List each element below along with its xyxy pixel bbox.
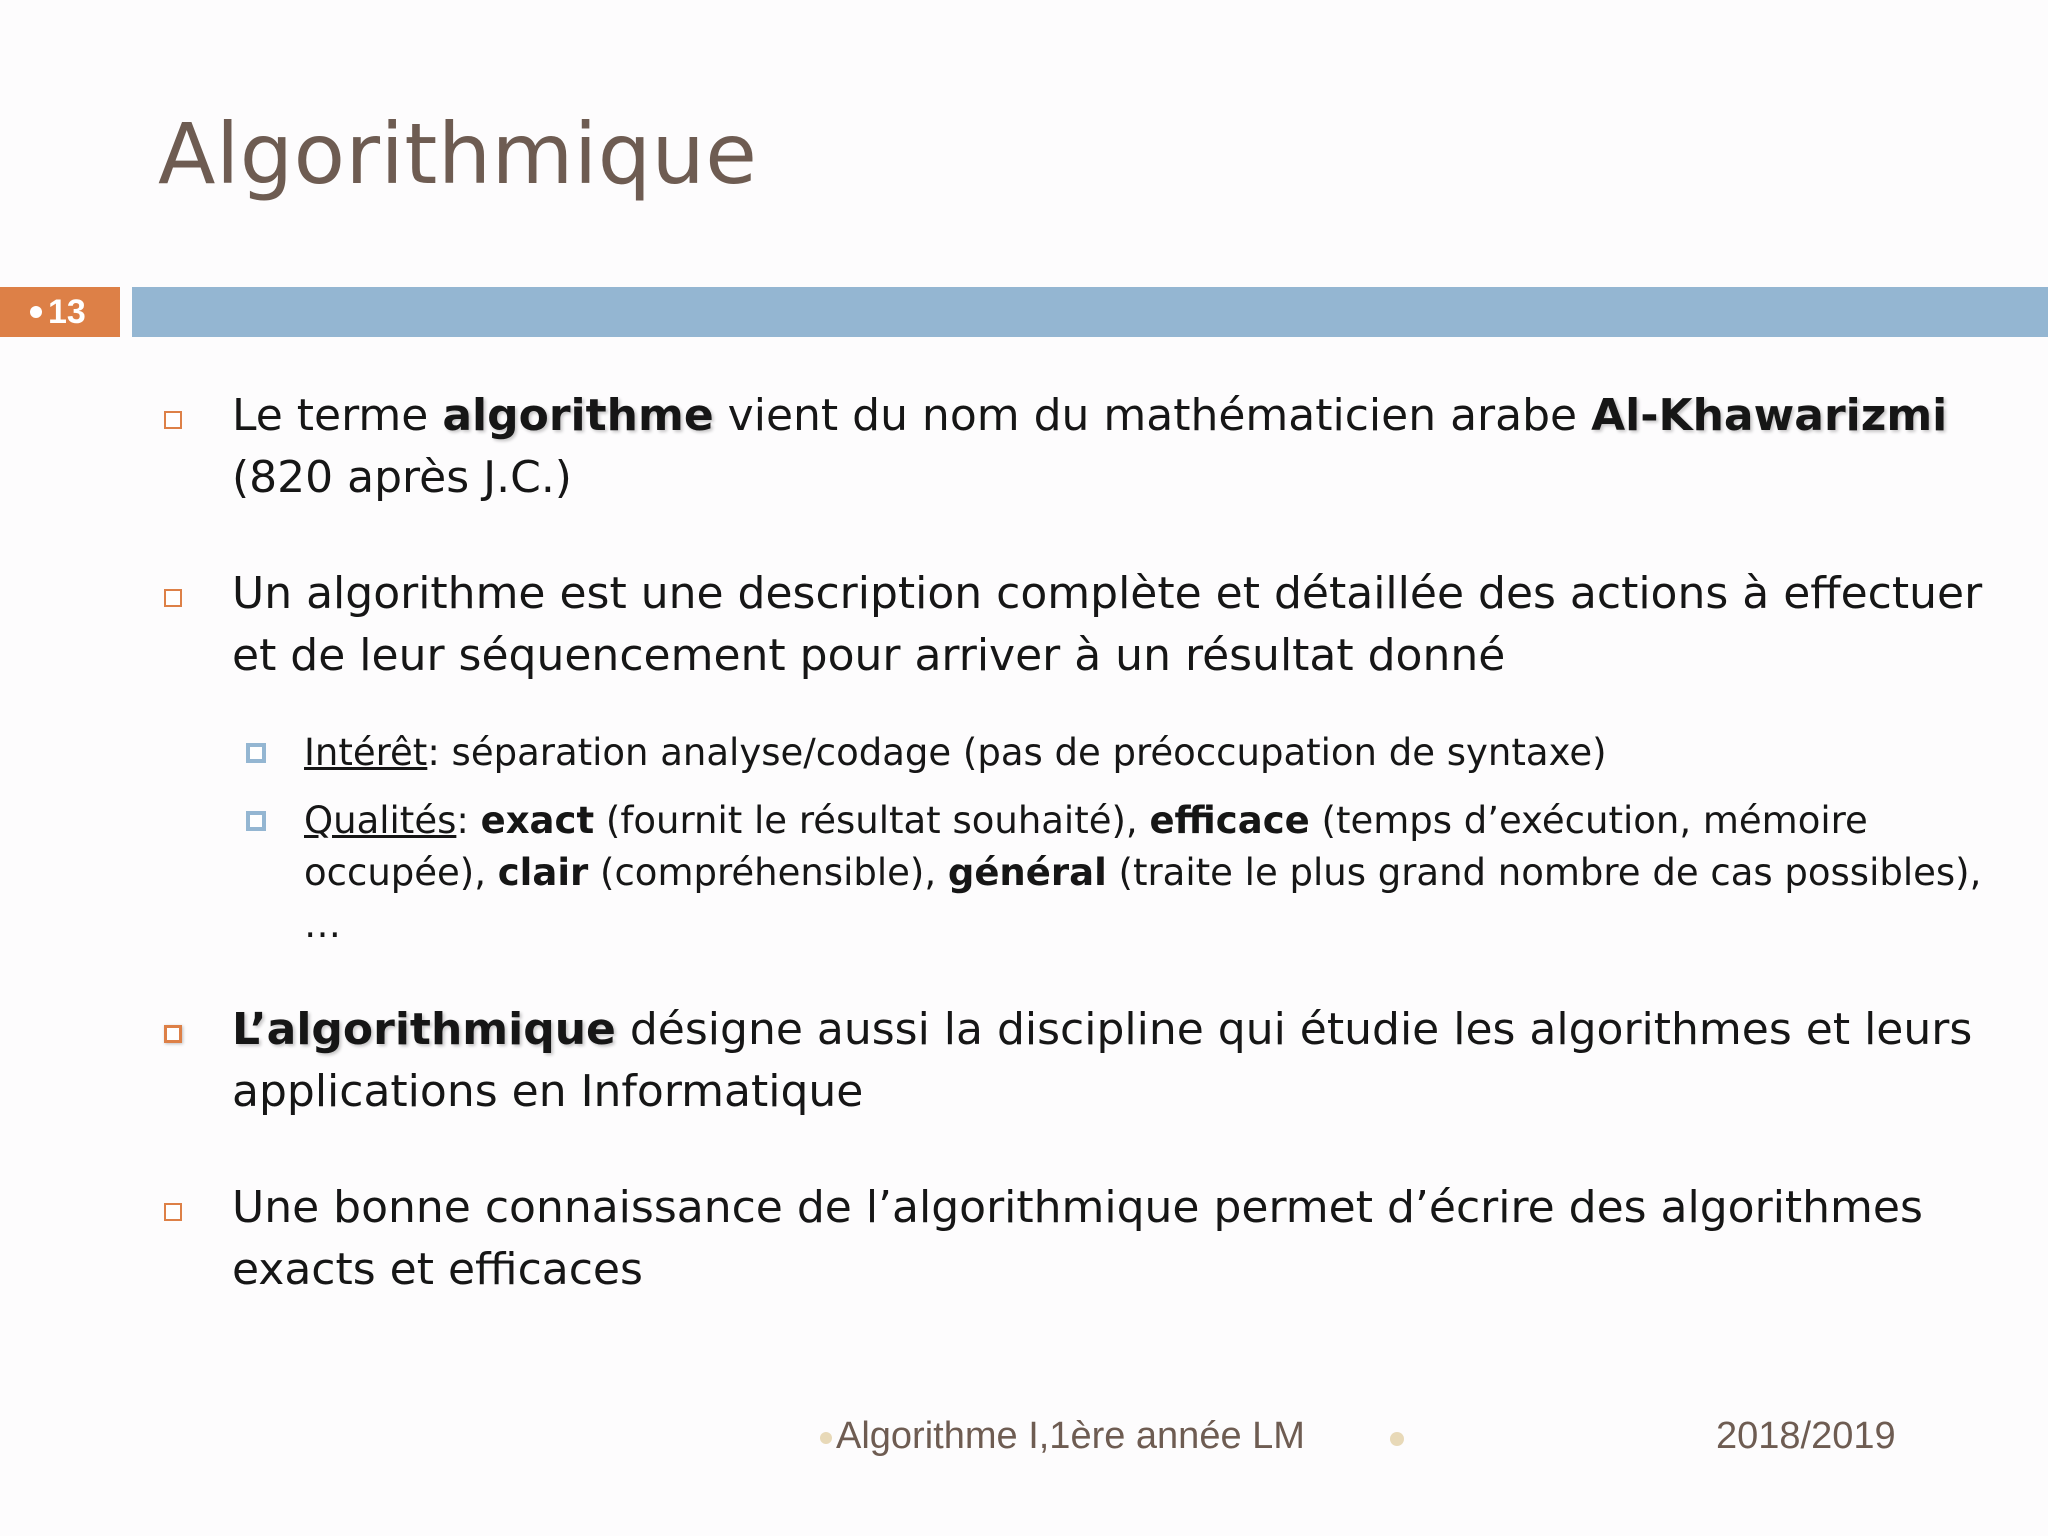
- square-bullet-icon: [164, 589, 182, 607]
- text-segment: (820 après J.C.): [232, 452, 572, 503]
- text-segment: :: [456, 799, 481, 842]
- text-segment: (fournit le résultat souhaité),: [594, 799, 1150, 842]
- sub-item-qualites: [158, 795, 2018, 951]
- square-bullet-icon: [164, 1203, 182, 1221]
- text-segment: Un algorithme est une description complète et détaillée des actions à effectuer et de leur séquencement pour arriver à un résultat donné: [232, 568, 1983, 681]
- slide-number: 13: [48, 293, 86, 331]
- text-segment: (compréhensible),: [588, 851, 948, 894]
- square-bullet-icon: [164, 1025, 182, 1043]
- square-bullet-icon: [246, 811, 266, 831]
- square-bullet-icon: [246, 743, 266, 763]
- label-qualites: Qualités: [304, 799, 457, 842]
- list-item-discipline: [158, 999, 2018, 1123]
- text-segment: vient du nom du mathématicien arabe: [713, 390, 1592, 441]
- list-item-etymology: [158, 385, 2018, 509]
- text-segment: : séparation analyse/codage (pas de préoccupation de syntaxe): [427, 731, 1607, 774]
- text-segment: Le terme: [232, 390, 443, 441]
- term-algorithme: algorithme: [442, 390, 714, 441]
- slide-number-badge: [0, 287, 120, 337]
- quality-clair: clair: [497, 851, 589, 894]
- sub-list: [158, 727, 2018, 951]
- text-segment: (traite le plus grand nombre de cas possibles), …: [304, 851, 1982, 946]
- sub-item-interet: [158, 727, 2018, 779]
- list-item-definition: [158, 563, 2018, 687]
- term-algorithmique: L’algorithmique: [232, 1004, 616, 1055]
- footer-course-text: Algorithme I,1ère année LM: [836, 1415, 1305, 1457]
- quality-general: général: [947, 851, 1107, 894]
- slide-content: [158, 385, 2018, 1355]
- list-item-knowledge: [158, 1177, 2018, 1301]
- quality-efficace: efficace: [1149, 799, 1310, 842]
- header-bar: [132, 287, 2048, 337]
- footer-year: 2018/2019: [1716, 1415, 1896, 1457]
- slide-title: Algorithmique: [158, 105, 758, 203]
- footer-dot-icon: [820, 1432, 832, 1444]
- footer-dot-icon: [1390, 1432, 1404, 1446]
- name-al-khawarizmi: Al-Khawarizmi: [1591, 390, 1948, 441]
- footer-course: [820, 1415, 1305, 1458]
- square-bullet-icon: [164, 411, 182, 429]
- text-segment: désigne aussi la discipline qui étudie les algorithmes et leurs applications en Informatique: [232, 1004, 1973, 1117]
- label-interet: Intérêt: [304, 731, 428, 774]
- text-segment: (temps d’exécution, mémoire occupée),: [304, 799, 1868, 894]
- quality-exact: exact: [480, 799, 595, 842]
- text-segment: Une bonne connaissance de l’algorithmique permet d’écrire des algorithmes exacts et efficaces: [232, 1182, 1923, 1295]
